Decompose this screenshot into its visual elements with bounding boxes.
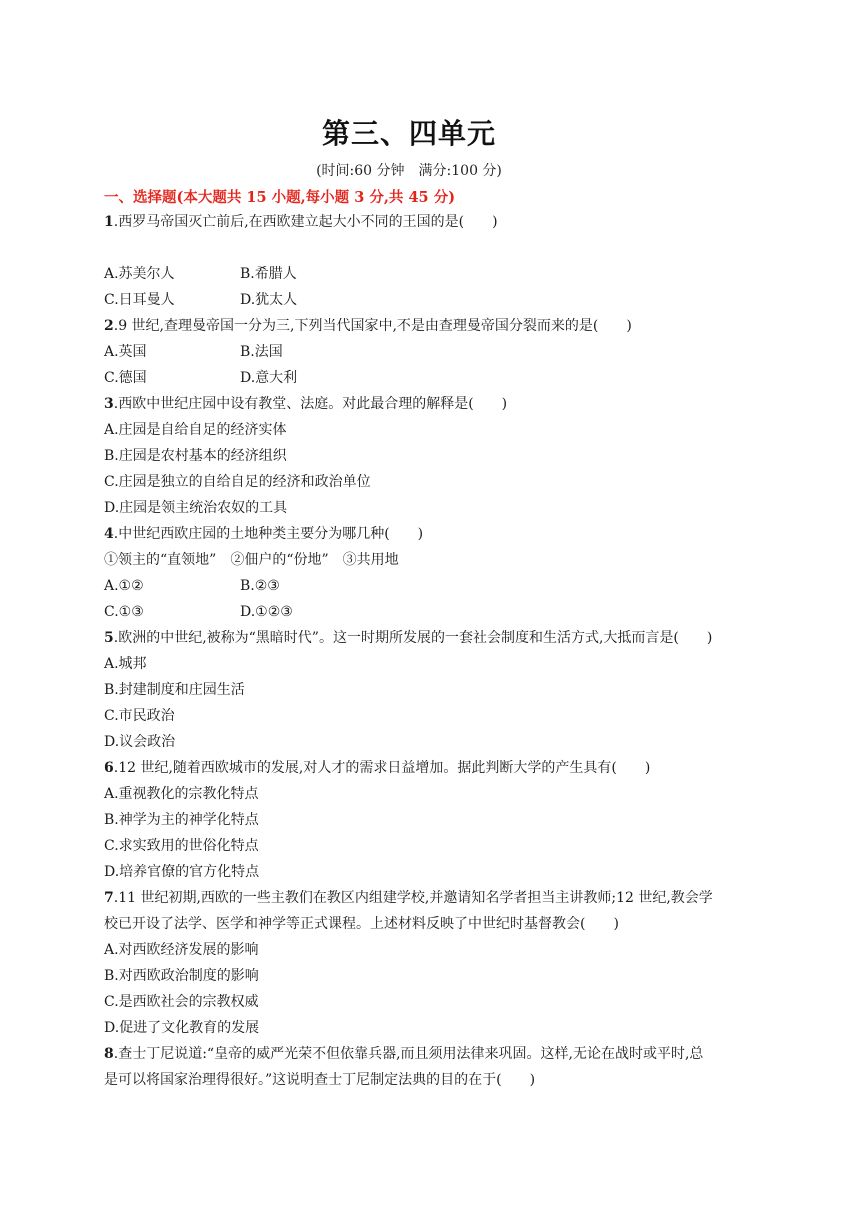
option-c: C.是西欧社会的宗教权威: [104, 994, 259, 1010]
question-8-stem: [104, 1044, 703, 1064]
question-6-stem: [104, 758, 650, 778]
question-text: .9 世纪,查理曼帝国一分为三,下列当代国家中,不是由查理曼帝国分裂而来的是( ): [113, 318, 632, 334]
question-number: 3: [104, 396, 114, 412]
question-text: .12 世纪,随着西欧城市的发展,对人才的需求日益增加。据此判断大学的产生具有( ): [113, 760, 651, 776]
question-number: 2: [104, 318, 114, 334]
question-4-stem: [104, 524, 423, 544]
question-text: .查士丁尼说道:“皇帝的威严光荣不但依靠兵器,而且须用法律来巩固。这样,无论在战时或平时,总: [113, 1046, 704, 1062]
option-b: B.对西欧政治制度的影响: [104, 968, 259, 984]
option-d: D.犹太人: [240, 292, 298, 308]
option-c: C.求实致用的世俗化特点: [104, 838, 259, 854]
option-b: B.神学为主的神学化特点: [104, 812, 259, 828]
option-a: A.①②: [104, 578, 144, 594]
option-d: D.培养官僚的官方化特点: [104, 864, 260, 880]
question-text: .西罗马帝国灭亡前后,在西欧建立起大小不同的王国的是( ): [113, 214, 498, 230]
option-a: A.对西欧经济发展的影响: [104, 942, 259, 958]
option-d: D.促进了文化教育的发展: [104, 1020, 260, 1036]
question-number: 4: [104, 526, 114, 542]
question-number: 1: [104, 214, 114, 230]
question-7-stem: [104, 888, 713, 908]
page-title: 第三、四单元: [321, 117, 496, 150]
question-number: 5: [104, 630, 114, 646]
question-4-options-row: [104, 602, 293, 622]
option-d: D.①②③: [240, 604, 293, 620]
question-number: 6: [104, 760, 114, 776]
option-c: C.市民政治: [104, 708, 175, 724]
question-text: .欧洲的中世纪,被称为“黑暗时代”。这一时期所发展的一套社会制度和生活方式,大抵而言是( ): [113, 630, 713, 646]
question-4-items: ①领主的“直领地” ②佃户的“份地” ③共用地: [104, 552, 399, 568]
option-b: B.封建制度和庄园生活: [104, 682, 245, 698]
option-a: A.英国: [104, 344, 147, 360]
question-2-stem: [104, 316, 632, 336]
question-number: 8: [104, 1046, 114, 1062]
option-c: C.①③: [104, 604, 144, 620]
option-b: B.②③: [240, 578, 280, 594]
option-d: D.议会政治: [104, 734, 176, 750]
question-text: .西欧中世纪庄园中设有教堂、法庭。对此最合理的解释是( ): [113, 396, 508, 412]
option-c: C.庄园是独立的自给自足的经济和政治单位: [104, 474, 371, 490]
option-b: B.法国: [240, 344, 283, 360]
question-number: 7: [104, 890, 114, 906]
question-2-options-row: [104, 342, 283, 362]
option-d: D.意大利: [240, 370, 298, 386]
question-2-options-row: [104, 368, 298, 388]
exam-time-score: (时间:60 分钟 满分:100 分): [316, 163, 502, 179]
question-4-options-row: [104, 576, 280, 596]
option-c: C.德国: [104, 370, 147, 386]
option-a: A.城邦: [104, 656, 147, 672]
question-1-options-row: [104, 290, 298, 310]
option-a: A.重视教化的宗教化特点: [104, 786, 259, 802]
question-8-stem-continued: 是可以将国家治理得很好。”这说明查士丁尼制定法典的目的在于( ): [104, 1072, 536, 1088]
option-b: B.庄园是农村基本的经济组织: [104, 448, 287, 464]
question-7-stem-continued: 校已开设了法学、医学和神学等正式课程。上述材料反映了中世纪时基督教会( ): [104, 916, 619, 932]
option-a: A.苏美尔人: [104, 266, 175, 282]
question-text: .11 世纪初期,西欧的一些主教们在教区内组建学校,并邀请知名学者担当主讲教师;12 世纪,教会学: [113, 890, 713, 906]
option-b: B.希腊人: [240, 266, 297, 282]
question-1-options-row: [104, 264, 297, 284]
question-text: .中世纪西欧庄园的土地种类主要分为哪几种( ): [113, 526, 424, 542]
question-3-stem: [104, 394, 507, 414]
question-5-stem: [104, 628, 712, 648]
section-heading: 一、选择题(本大题共 15 小题,每小题 3 分,共 45 分): [104, 189, 456, 206]
option-a: A.庄园是自给自足的经济实体: [104, 422, 287, 438]
question-1-stem: [104, 212, 498, 232]
option-c: C.日耳曼人: [104, 292, 175, 308]
option-d: D.庄园是领主统治农奴的工具: [104, 500, 288, 516]
